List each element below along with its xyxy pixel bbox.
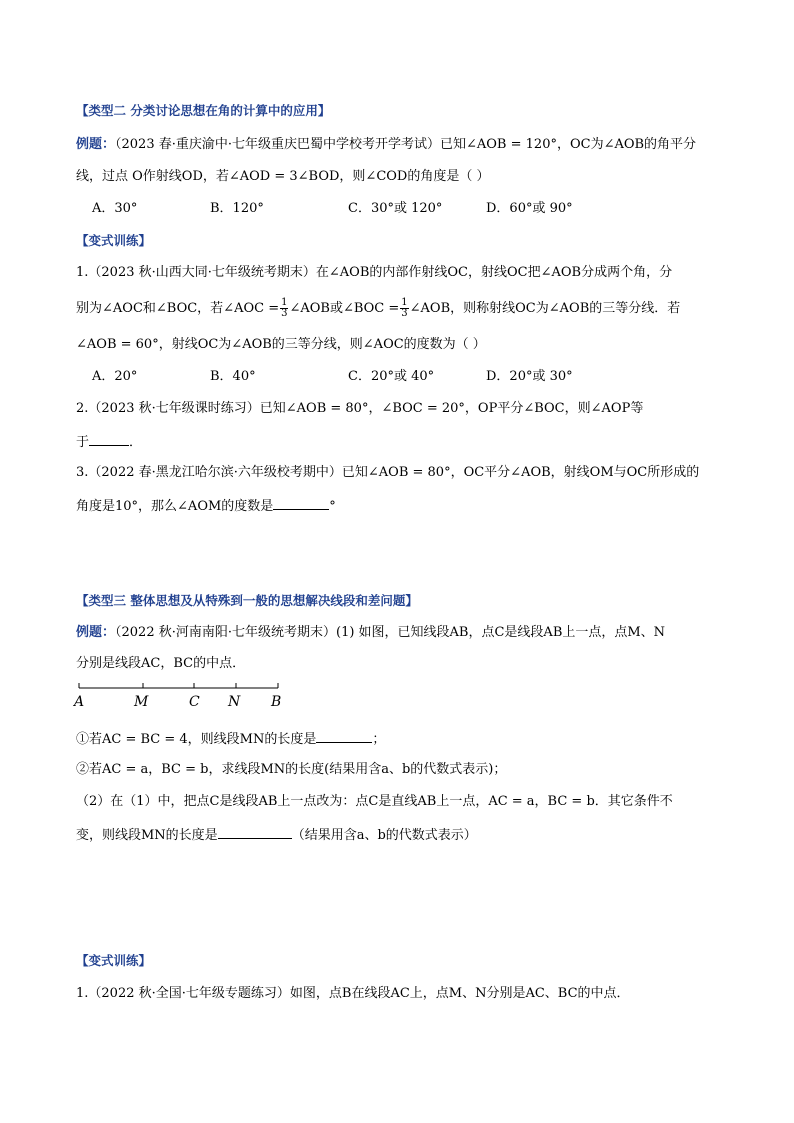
q1-line-1: 1.（2023 秋·山西大同·七年级统考期末）在∠AOB的内部作射线OC，射线OC把∠AOB分成两个角，分 xyxy=(76,265,673,280)
practice-heading-type2: 【变式训练】 xyxy=(76,233,152,248)
example-line-2: 线，过点 O作射线OD，若∠AOD = 3∠BOD，则∠COD的角度是（ ） xyxy=(76,169,490,184)
answer-blank xyxy=(316,729,372,743)
part3-line-2: 变，则线段MN的长度是 （结果用含a、b的代数式表示） xyxy=(76,825,724,845)
segment-diagram xyxy=(70,680,300,720)
q1-line-1: 1.（2022 秋·全国·七年级专题练习）如图，点B在线段AC上，点M、N分别是AC、BC的中点． xyxy=(76,986,630,1001)
answer-blank xyxy=(89,432,129,446)
fraction-one-third: $\frac{1}{3}$ xyxy=(281,297,288,319)
q3-line-1: 3.（2022 春·黑龙江哈尔滨·六年级校考期中）已知∠AOB = 80°，OC平分∠AOB，射线OM与OC所形成的 xyxy=(76,465,700,480)
example-options xyxy=(92,200,724,218)
option-a: A．20° xyxy=(92,369,138,384)
section-heading-type3: 【类型三 整体思想及从特殊到一般的思想解决线段和差问题】 xyxy=(76,593,418,608)
example-label: 例题： xyxy=(76,137,116,152)
point-label-a: A xyxy=(74,694,85,710)
section-heading-type2: 【类型二 分类讨论思想在角的计算中的应用】 xyxy=(76,103,331,118)
example-line-1: 例题：（2023 春·重庆渝中·七年级重庆巴蜀中学校考开学考试）已知∠AOB = 120°，OC为∠AOB的角平分 xyxy=(76,137,697,152)
q1-line-3: ∠AOB = 60°，射线OC为∠AOB的三等分线，则∠AOC的度数为（ ） xyxy=(76,337,486,352)
example-label: 例题： xyxy=(76,625,116,640)
option-b: B．120° xyxy=(210,201,264,216)
practice-heading-type3: 【变式训练】 xyxy=(76,953,152,968)
q1-line-2: 别为∠AOC和∠BOC，若∠AOC = $\frac{1}{3}$ ∠AOB或∠BOC = $\frac{1}{3}$ ∠AOB，则称射线OC为∠AOB的三等分线．若 xyxy=(76,297,681,319)
option-b: B．40° xyxy=(210,369,256,384)
point-label-n: N xyxy=(228,694,241,710)
option-d: D．60°或 90° xyxy=(486,201,573,216)
point-label-m: M xyxy=(134,694,149,710)
q2-line-2: 于 ． xyxy=(76,432,724,452)
example-line-2: 分别是线段AC，BC的中点． xyxy=(76,656,246,671)
option-d: D．20°或 30° xyxy=(486,369,573,384)
q1-options xyxy=(92,368,724,386)
answer-blank xyxy=(218,825,292,839)
part3-line-1: （2）在（1）中，把点C是线段AB上一点改为：点C是直线AB上一点，AC = a，BC = b．其它条件不 xyxy=(76,794,673,809)
example-line-1: 例题：（2022 秋·河南南阳·七年级统考期末）(1) 如图，已知线段AB，点C是线段AB上一点，点M、N xyxy=(76,625,666,640)
point-label-b: B xyxy=(271,694,282,710)
option-a: A．30° xyxy=(92,201,138,216)
point-label-c: C xyxy=(189,694,200,710)
option-c: C．20°或 40° xyxy=(348,369,435,384)
part2-line: ②若AC = a，BC = b，求线段MN的长度(结果用含a、b的代数式表示)； xyxy=(76,762,507,777)
q2-line-1: 2.（2023 秋·七年级课时练习）已知∠AOB = 80°，∠BOC = 20°，OP平分∠BOC，则∠AOP等 xyxy=(76,401,644,416)
option-c: C．30°或 120° xyxy=(348,201,443,216)
fraction-one-third: $\frac{1}{3}$ xyxy=(401,297,408,319)
part1-line: ①若AC = BC = 4，则线段MN的长度是 ； xyxy=(76,729,724,749)
q3-line-2: 角度是10°，那么∠AOM的度数是 ° xyxy=(76,496,724,516)
answer-blank xyxy=(273,496,329,510)
